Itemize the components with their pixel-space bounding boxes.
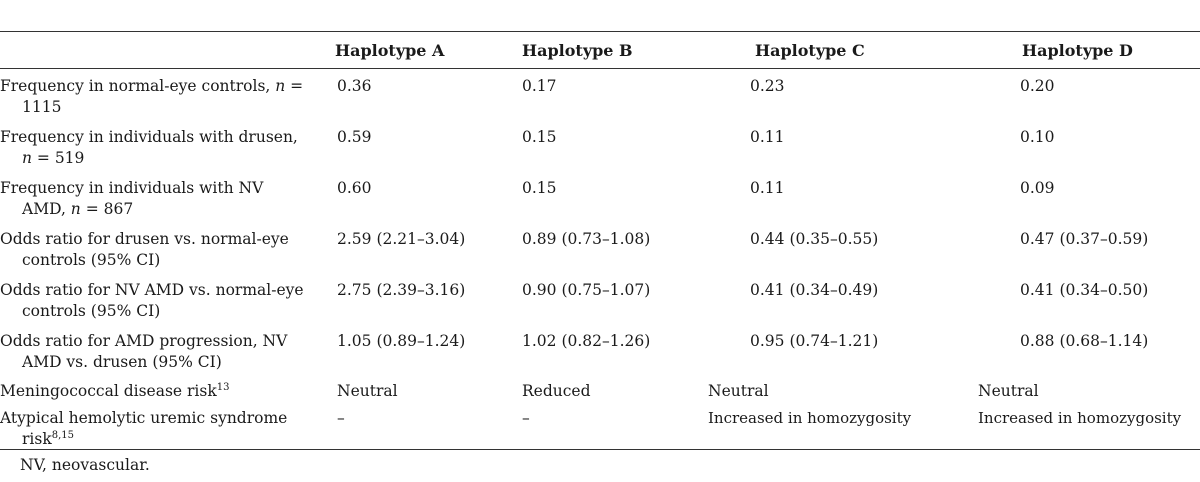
cell-haplotype-b: 0.17 — [522, 77, 557, 95]
cell-haplotype-d: 0.09 — [1020, 179, 1055, 197]
cell-haplotype-a: Neutral — [337, 382, 398, 400]
cell-haplotype-c: 0.23 — [750, 77, 785, 95]
cell-haplotype-c: 0.11 — [750, 179, 785, 197]
row-label: Odds ratio for AMD progression, NV AMD vs. drusen (95% CI) — [0, 332, 288, 371]
cell-haplotype-a: 2.75 (2.39–3.16) — [337, 281, 466, 299]
cell-haplotype-d: 0.47 (0.37–0.59) — [1020, 230, 1149, 248]
row-label: Odds ratio for drusen vs. normal-eye controls (95% CI) — [0, 230, 289, 269]
cell-haplotype-d: Neutral — [978, 382, 1039, 400]
header-label-cell — [0, 32, 315, 68]
cell-haplotype-d: 0.20 — [1020, 77, 1055, 95]
table-row — [0, 124, 1200, 175]
cell-haplotype-c: 0.44 (0.35–0.55) — [750, 230, 879, 248]
cell-haplotype-b: 0.90 (0.75–1.07) — [522, 281, 651, 299]
cell-haplotype-d: 0.10 — [1020, 128, 1055, 146]
table-row — [0, 277, 1200, 328]
cell-haplotype-a: 0.60 — [337, 179, 372, 197]
table-footnote: NV, neovascular. — [20, 456, 150, 474]
row-label: Frequency in individuals with NV AMD, n = 867 — [0, 179, 264, 218]
row-label: Odds ratio for NV AMD vs. normal-eye controls (95% CI) — [0, 281, 304, 320]
table-row — [0, 175, 1200, 226]
header-row — [0, 32, 1200, 68]
cell-haplotype-a: 1.05 (0.89–1.24) — [337, 332, 466, 350]
cell-haplotype-b: 0.15 — [522, 128, 557, 146]
table-row — [0, 379, 1200, 405]
cell-haplotype-c: 0.95 (0.74–1.21) — [750, 332, 879, 350]
cell-haplotype-c: Increased in homozygosity — [708, 409, 912, 427]
header-haplotype-d: Haplotype D — [1022, 40, 1133, 60]
cell-haplotype-b: 1.02 (0.82–1.26) — [522, 332, 651, 350]
header-haplotype-c: Haplotype C — [755, 40, 865, 60]
cell-haplotype-a: 2.59 (2.21–3.04) — [337, 230, 466, 248]
row-label: Atypical hemolytic uremic syndrome risk$^{8,15}$ — [0, 409, 288, 448]
cell-haplotype-b: – — [522, 409, 530, 427]
table-row — [0, 68, 1200, 124]
cell-haplotype-b: 0.89 (0.73–1.08) — [522, 230, 651, 248]
cell-haplotype-d: 0.41 (0.34–0.50) — [1020, 281, 1149, 299]
row-label: Meningococcal disease risk$^{13}$ — [0, 381, 230, 400]
cell-haplotype-b: Reduced — [522, 382, 591, 400]
cell-haplotype-d: 0.88 (0.68–1.14) — [1020, 332, 1149, 350]
bottom-rule — [0, 449, 1200, 450]
header-haplotype-a: Haplotype A — [335, 40, 445, 60]
cell-haplotype-c: 0.41 (0.34–0.49) — [750, 281, 879, 299]
table-row — [0, 328, 1200, 379]
row-label: Frequency in individuals with drusen, n = 519 — [0, 128, 298, 167]
cell-haplotype-c: 0.11 — [750, 128, 785, 146]
cell-haplotype-d: Increased in homozygosity — [978, 409, 1182, 427]
haplotype-table — [0, 32, 1200, 456]
cell-haplotype-a: 0.59 — [337, 128, 372, 146]
table-row — [0, 226, 1200, 277]
header-haplotype-b: Haplotype B — [522, 40, 633, 60]
cell-haplotype-a: 0.36 — [337, 77, 372, 95]
cell-haplotype-b: 0.15 — [522, 179, 557, 197]
cell-haplotype-a: – — [337, 409, 345, 427]
cell-haplotype-c: Neutral — [708, 382, 769, 400]
row-label: Frequency in normal-eye controls, n = 1115 — [0, 77, 304, 116]
